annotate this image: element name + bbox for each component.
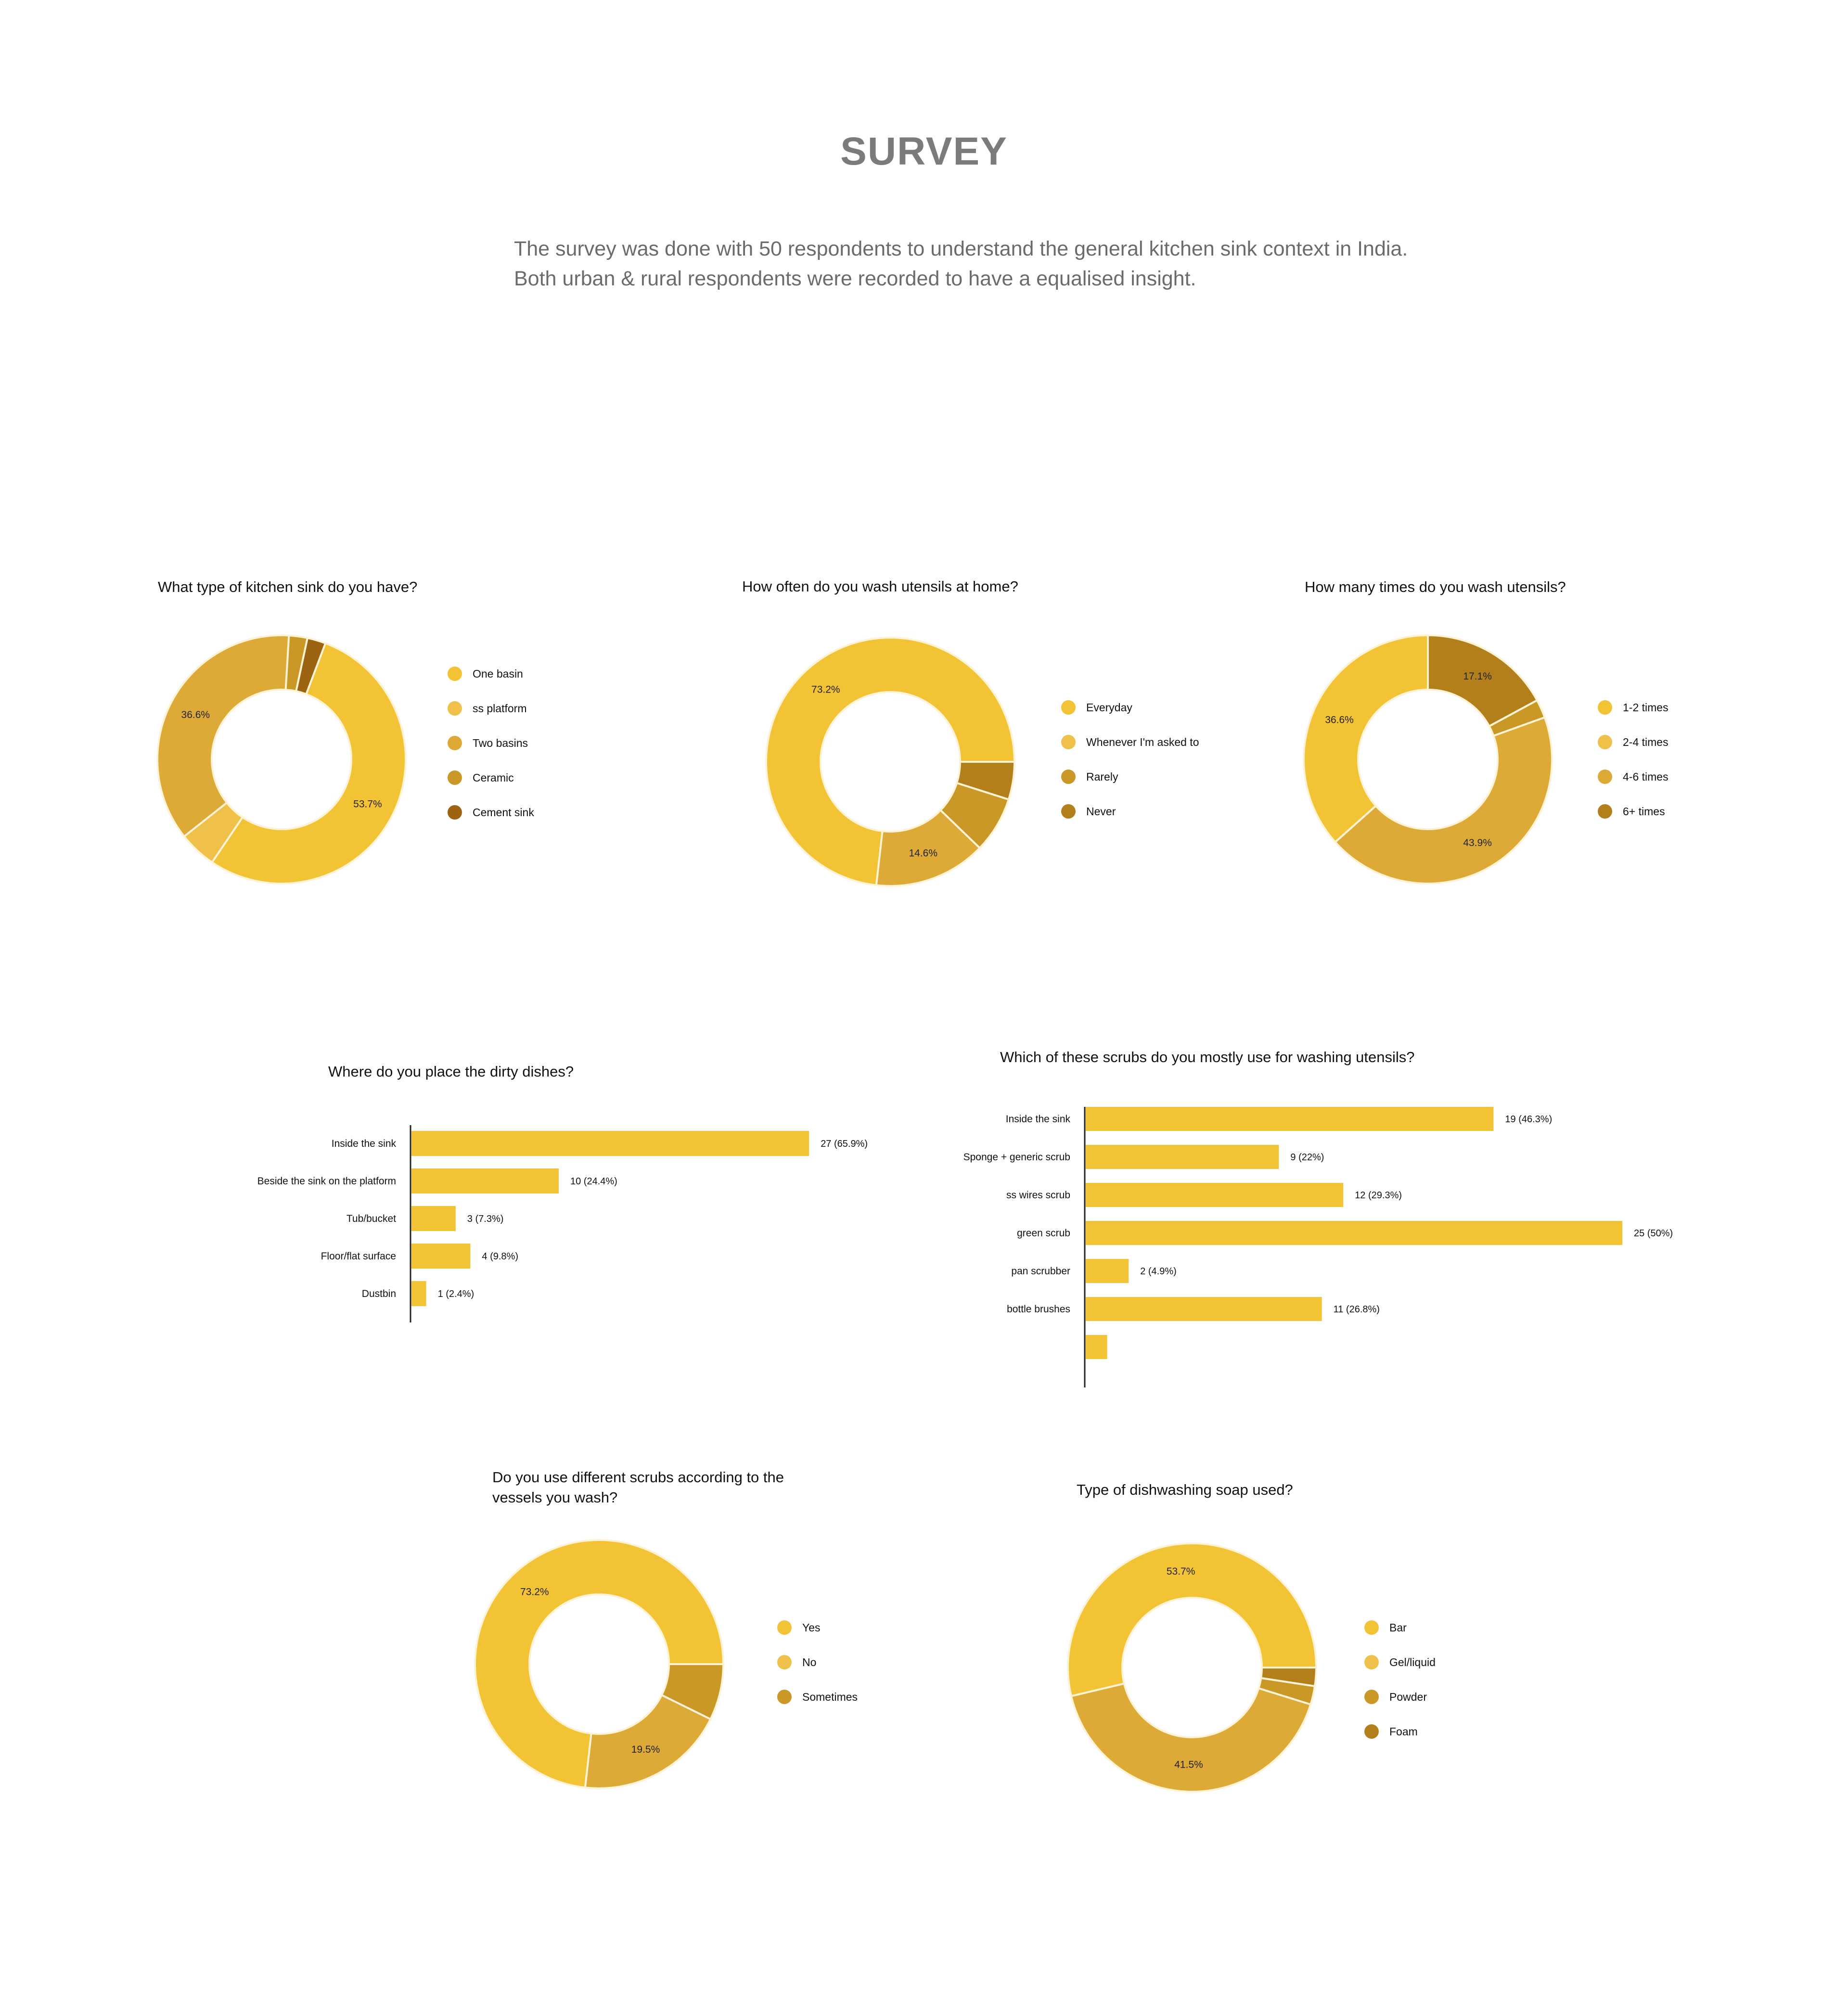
slice-label-no: 19.5% bbox=[631, 1744, 660, 1755]
legend-item-two-basins bbox=[448, 726, 534, 760]
value-label: 1 (2.4%) bbox=[437, 1289, 475, 1299]
legend-swatch bbox=[448, 667, 462, 681]
legend-item-1-2-times bbox=[1598, 690, 1668, 725]
legend-item-one-basin bbox=[448, 656, 534, 691]
legend-label: Sometimes bbox=[802, 1690, 858, 1703]
legend-soap-type bbox=[1364, 1610, 1436, 1749]
category-label: Beside the sink on the platform bbox=[257, 1176, 396, 1187]
slice-label-1-2-times: 36.6% bbox=[1325, 714, 1354, 726]
legend-label: One basin bbox=[473, 667, 523, 680]
category-label: Inside the sink bbox=[1005, 1114, 1070, 1125]
legend-different-scrubs bbox=[777, 1610, 858, 1714]
bar-inside-the-sink bbox=[411, 1131, 809, 1156]
slice-two-basins bbox=[157, 635, 289, 836]
bar-beside-the-sink-on-the-platform bbox=[411, 1168, 559, 1193]
bar-floor-flat-surface bbox=[411, 1244, 470, 1269]
legend-item-whenever-i-m-asked-to bbox=[1061, 725, 1199, 759]
legend-item-powder bbox=[1364, 1680, 1436, 1714]
legend-swatch bbox=[777, 1620, 792, 1635]
bar-sponge-generic-scrub bbox=[1086, 1145, 1279, 1169]
slice-1-2-times bbox=[1304, 635, 1428, 842]
legend-item-4-6-times bbox=[1598, 759, 1668, 794]
slice-label-bar: 53.7% bbox=[1166, 1566, 1195, 1577]
chart-title-wash-times: How many times do you wash utensils? bbox=[1305, 578, 1566, 595]
legend-swatch bbox=[777, 1655, 792, 1669]
legend-item-sometimes bbox=[777, 1680, 858, 1714]
slice-label-one-basin: 53.7% bbox=[353, 798, 382, 810]
legend-swatch bbox=[1364, 1690, 1379, 1704]
category-label: Inside the sink bbox=[331, 1138, 396, 1149]
donut-chart-sink-type bbox=[156, 634, 407, 885]
page-title: SURVEY bbox=[840, 129, 1008, 173]
intro-text bbox=[514, 234, 1621, 294]
value-label: 10 (24.4%) bbox=[570, 1176, 617, 1187]
value-label: 9 (22%) bbox=[1290, 1152, 1324, 1163]
legend-label: Bar bbox=[1389, 1621, 1407, 1634]
legend-label: Ceramic bbox=[473, 771, 514, 784]
value-label: 11 (26.8%) bbox=[1333, 1304, 1380, 1315]
category-label: pan scrubber bbox=[1011, 1266, 1070, 1277]
legend-swatch bbox=[448, 701, 462, 716]
legend-swatch bbox=[1598, 700, 1612, 715]
legend-wash-times bbox=[1598, 690, 1668, 829]
legend-label: Rarely bbox=[1086, 770, 1118, 783]
category-label: Tub/bucket bbox=[346, 1213, 396, 1224]
donut-chart-different-scrubs bbox=[474, 1539, 724, 1789]
slice-label-yes: 73.2% bbox=[520, 1586, 549, 1598]
legend-label: No bbox=[802, 1655, 817, 1668]
category-label: bottle brushes bbox=[1007, 1304, 1070, 1315]
donut-chart-soap-type bbox=[1067, 1542, 1317, 1793]
category-label: green scrub bbox=[1017, 1228, 1070, 1239]
chart-title-sink-type: What type of kitchen sink do you have? bbox=[158, 578, 418, 595]
legend-swatch bbox=[1364, 1620, 1379, 1635]
legend-label: 4-6 times bbox=[1623, 770, 1668, 783]
legend-swatch bbox=[1364, 1724, 1379, 1739]
bar-inside-the-sink bbox=[1086, 1107, 1493, 1131]
legend-swatch bbox=[1061, 770, 1076, 784]
legend-label: Cement sink bbox=[473, 806, 534, 819]
value-label: 12 (29.3%) bbox=[1355, 1190, 1402, 1201]
legend-wash-frequency bbox=[1061, 690, 1199, 829]
legend-item-ss-platform bbox=[448, 691, 534, 726]
slice-label-whenever-i-m-asked-to: 14.6% bbox=[909, 847, 938, 859]
bar-chart-dish-placement bbox=[0, 1102, 914, 1323]
chart-title-soap-type: Type of dishwashing soap used? bbox=[1077, 1481, 1293, 1498]
chart-title-wash-frequency: How often do you wash utensils at home? bbox=[742, 578, 1018, 595]
legend-swatch bbox=[1598, 770, 1612, 784]
legend-swatch bbox=[1364, 1655, 1379, 1669]
category-label: ss wires scrub bbox=[1006, 1190, 1070, 1201]
value-label: 25 (50%) bbox=[1634, 1228, 1673, 1239]
legend-label: 2-4 times bbox=[1623, 735, 1668, 748]
bar-dustbin bbox=[411, 1281, 426, 1306]
legend-swatch bbox=[1598, 735, 1612, 749]
bar-chart-scrubs-used bbox=[914, 1097, 1829, 1376]
bar-ss-wires-scrub bbox=[1086, 1183, 1343, 1207]
slice-label-6-times: 17.1% bbox=[1463, 670, 1492, 682]
legend-label: Whenever I'm asked to bbox=[1086, 735, 1199, 748]
legend-item-rarely bbox=[1061, 759, 1199, 794]
bar-pan-scrubber bbox=[1086, 1259, 1129, 1283]
legend-swatch bbox=[1598, 804, 1612, 819]
slice-label-everyday: 73.2% bbox=[811, 684, 840, 695]
legend-item-no bbox=[777, 1645, 858, 1680]
legend-label: 1-2 times bbox=[1623, 701, 1668, 714]
legend-swatch bbox=[448, 770, 462, 785]
legend-label: ss platform bbox=[473, 702, 527, 715]
legend-label: Powder bbox=[1389, 1690, 1427, 1703]
category-label: Floor/flat surface bbox=[321, 1251, 396, 1262]
bar-tub-bucket bbox=[411, 1206, 456, 1231]
legend-swatch bbox=[1061, 735, 1076, 749]
chart-title-dish-placement: Where do you place the dirty dishes? bbox=[328, 1063, 574, 1080]
chart-title-line-1: Do you use different scrubs according to the bbox=[492, 1469, 784, 1486]
slice-label-two-basins: 36.6% bbox=[181, 709, 210, 720]
legend-swatch bbox=[777, 1690, 792, 1704]
slice-gel-liquid bbox=[1071, 1683, 1310, 1792]
legend-item-never bbox=[1061, 794, 1199, 829]
category-label: Sponge + generic scrub bbox=[963, 1152, 1070, 1163]
legend-item-everyday bbox=[1061, 690, 1199, 725]
bar-bottle-brushes bbox=[1086, 1297, 1322, 1321]
legend-swatch bbox=[1061, 804, 1076, 819]
legend-swatch bbox=[1061, 700, 1076, 715]
value-label: 19 (46.3%) bbox=[1505, 1114, 1553, 1125]
chart-title-line-2: vessels you wash? bbox=[492, 1489, 618, 1506]
chart-title-different-scrubs bbox=[492, 1467, 784, 1508]
legend-label: Never bbox=[1086, 805, 1116, 818]
donut-chart-wash-times bbox=[1303, 634, 1553, 885]
intro-line-1: The survey was done with 50 respondents to understand the general kitchen sink context in India. bbox=[514, 237, 1408, 260]
value-label: 4 (9.8%) bbox=[482, 1251, 518, 1262]
legend-sink-type bbox=[448, 656, 534, 830]
legend-label: Two basins bbox=[473, 736, 528, 749]
slice-label-gel-liquid: 41.5% bbox=[1174, 1759, 1203, 1771]
value-label: 3 (7.3%) bbox=[467, 1214, 504, 1224]
category-label: Dustbin bbox=[361, 1288, 396, 1299]
value-label: 2 (4.9%) bbox=[1140, 1266, 1177, 1277]
legend-item-foam bbox=[1364, 1714, 1436, 1749]
legend-item-6-times bbox=[1598, 794, 1668, 829]
legend-label: Everyday bbox=[1086, 701, 1132, 714]
legend-item-bar bbox=[1364, 1610, 1436, 1645]
bar-green-scrub bbox=[1086, 1221, 1622, 1245]
value-label: 27 (65.9%) bbox=[821, 1139, 868, 1149]
legend-label: Yes bbox=[802, 1621, 821, 1634]
legend-label: Gel/liquid bbox=[1389, 1655, 1436, 1668]
legend-label: 6+ times bbox=[1623, 805, 1665, 818]
slice-label-2-4-times: 43.9% bbox=[1463, 837, 1492, 849]
legend-item-gel-liquid bbox=[1364, 1645, 1436, 1680]
bar-unlabeled bbox=[1086, 1335, 1107, 1359]
intro-line-2: Both urban & rural respondents were recorded to have a equalised insight. bbox=[514, 267, 1196, 290]
legend-item-2-4-times bbox=[1598, 725, 1668, 759]
legend-label: Foam bbox=[1389, 1725, 1418, 1738]
legend-item-ceramic bbox=[448, 760, 534, 795]
donut-chart-wash-frequency bbox=[765, 637, 1015, 887]
legend-item-cement-sink bbox=[448, 795, 534, 830]
legend-swatch bbox=[448, 736, 462, 750]
chart-title-scrubs-used: Which of these scrubs do you mostly use for washing utensils? bbox=[1000, 1049, 1415, 1065]
legend-item-yes bbox=[777, 1610, 858, 1645]
legend-swatch bbox=[448, 805, 462, 820]
